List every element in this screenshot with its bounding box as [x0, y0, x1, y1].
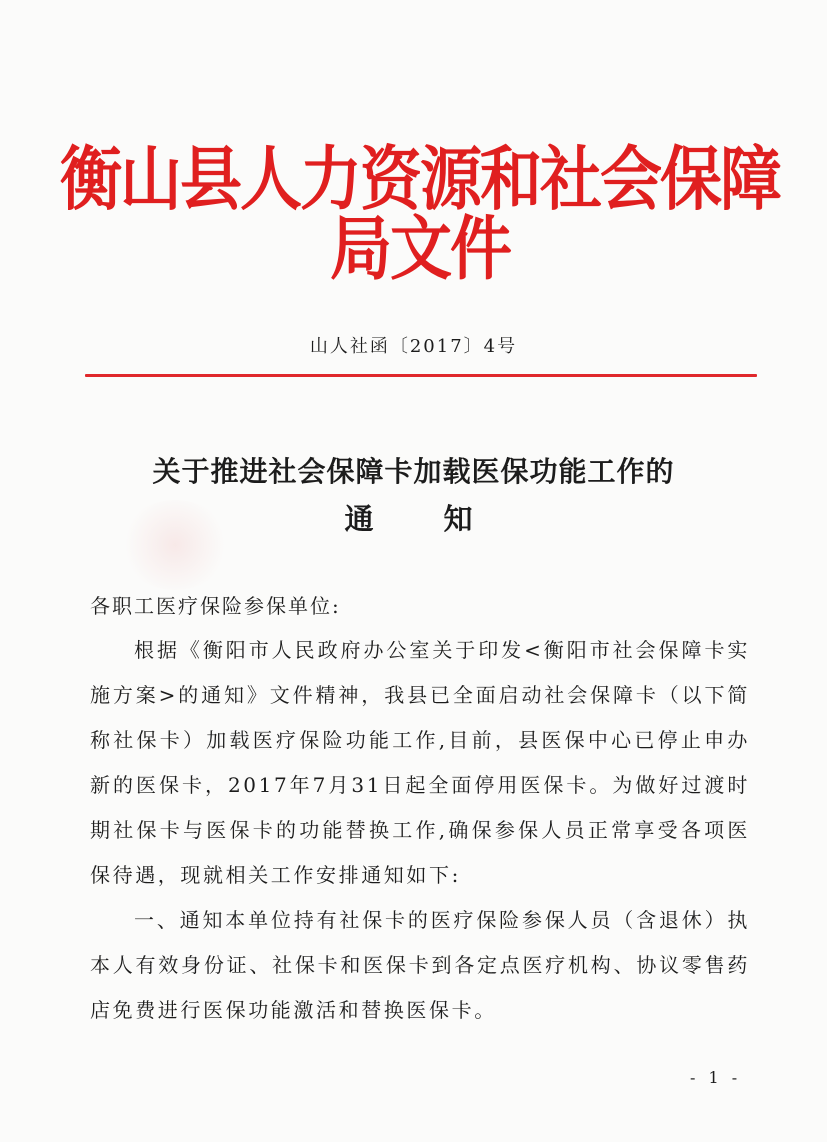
- salutation: 各职工医疗保险参保单位:: [90, 594, 341, 618]
- page-number: - 1 -: [690, 1068, 742, 1087]
- issuer-title: 衡山县人力资源和社会保障局文件: [60, 138, 781, 290]
- body-paragraph: 根据《衡阳市人民政府办公室关于印发<衡阳市社会保障卡实施方案>的通知》文件精神，我县已全面启动社会保障卡（以下简称社保卡）加载医疗保险功能工作,目前，县医保中心已停止申办新的医保卡，2017年7月31日起全面停用医保卡。为做好过渡时期社保卡与医保卡的功能替换工作,确保参保人员正常享受各项医保待遇，现就相关工作安排通知如下:: [90, 638, 750, 887]
- body-paragraph: 一、通知本单位持有社保卡的医疗保险参保人员（含退休）执本人有效身份证、社保卡和医保卡到各定点医疗机构、协议零售药店免费进行医保功能激活和替换医保卡。: [90, 908, 750, 1022]
- red-divider-line: [85, 374, 757, 377]
- document-number: 山人社函〔2017〕4号: [309, 336, 518, 357]
- document-title-line-2: 通知: [344, 502, 543, 536]
- document-title-line-1: 关于推进社会保障卡加载医保功能工作的: [152, 455, 675, 488]
